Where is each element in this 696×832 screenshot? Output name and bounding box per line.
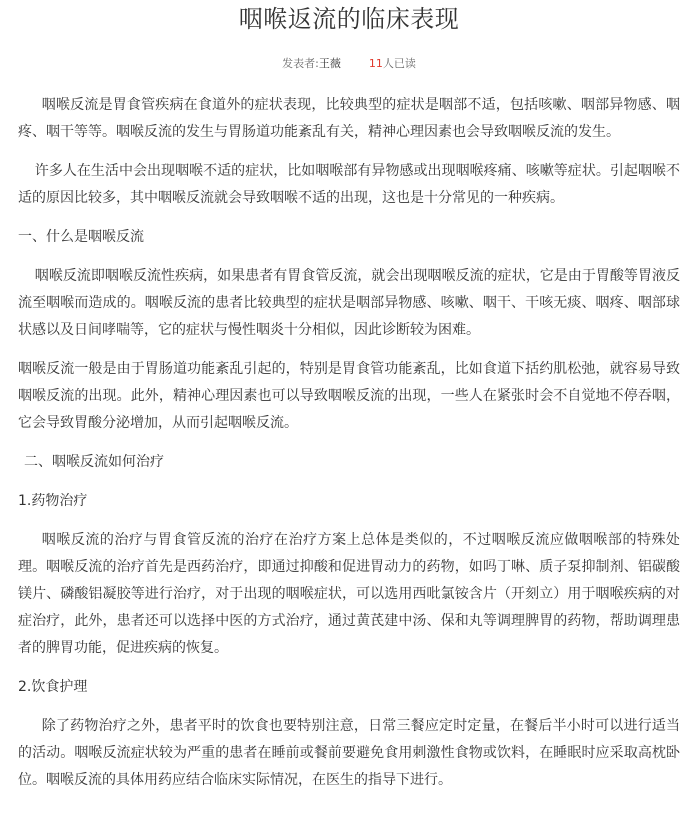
paragraph-medication: 咽喉反流的治疗与胃食管反流的治疗在治疗方案上总体是类似的，不过咽喉反流应做咽喉部的特殊处理。咽喉反流的治疗首先是西药治疗，即通过抑酸和促进胃动力的药物，如吗丁啉、质子泵抑制剂、铝碳酸镁片、磷酸铝凝胶等进行治疗，对于出现的咽喉症状，可以选用西吡氯铵含片（开刻立）用于咽喉疾病的对症治疗，此外，患者还可以选择中医的方式治疗，通过黄芪建中汤、保和丸等调理脾胃的药物，帮助调理患者的脾胃功能，促进疾病的恢复。 <box>18 532 680 656</box>
article-title: 咽喉返流的临床表现 <box>238 5 460 33</box>
author-label: 发表者: <box>282 57 319 70</box>
article-meta <box>18 56 680 72</box>
paragraph-diet: 除了药物治疗之外，患者平时的饮食也要特别注意，日常三餐应定时定量，在餐后半小时可以进行适当的活动。咽喉反流症状较为严重的患者在睡前或餐前要避免食用刺激性食物或饮料，在睡眠时应采取高枕卧位。咽喉反流的具体用药应结合临床实际情况，在医生的指导下进行。 <box>18 718 680 788</box>
paragraph-causes: 咽喉反流一般是由于胃肠道功能紊乱引起的，特别是胃食管功能紊乱，比如食道下括约肌松弛，就容易导致咽喉反流的出现。此外，精神心理因素也可以导致咽喉反流的出现，一些人在紧张时会不自觉地不停吞咽，它会导致胃酸分泌增加，从而引起咽喉反流。 <box>18 361 680 431</box>
subheading-diet: 2.饮食护理 <box>18 679 88 695</box>
paragraph-intro: 咽喉反流是胃食管疾病在食道外的症状表现，比较典型的症状是咽部不适，包括咳嗽、咽部异物感、咽疼、咽干等等。咽喉反流的发生与胃肠道功能紊乱有关，精神心理因素也会导致咽喉反流的发生。 <box>18 97 680 140</box>
subheading-medication: 1.药物治疗 <box>18 493 88 509</box>
paragraph-definition: 咽喉反流即咽喉反流性疾病，如果患者有胃食管反流，就会出现咽喉反流的症状，它是由于胃酸等胃液反流至咽喉而造成的。咽喉反流的患者比较典型的症状是咽部异物感、咳嗽、咽干、干咳无痰、咽疼、咽部球状感以及日间哮喘等，它的症状与慢性咽炎十分相似，因此诊断较为困难。 <box>18 268 680 338</box>
section-heading-treatment: 二、咽喉反流如何治疗 <box>24 454 164 470</box>
author-name[interactable]: 王薇 <box>318 57 341 70</box>
reads-suffix: 人已读 <box>382 57 416 70</box>
article-body <box>18 92 680 794</box>
section-heading-what-is: 一、什么是咽喉反流 <box>18 229 144 245</box>
reads-count: 11 <box>368 57 383 70</box>
paragraph-common: 许多人在生活中会出现咽喉不适的症状，比如咽喉部有异物感或出现咽喉疼痛、咳嗽等症状。引起咽喉不适的原因比较多，其中咽喉反流就会导致咽喉不适的出现，这也是十分常见的一种疾病。 <box>18 163 680 206</box>
